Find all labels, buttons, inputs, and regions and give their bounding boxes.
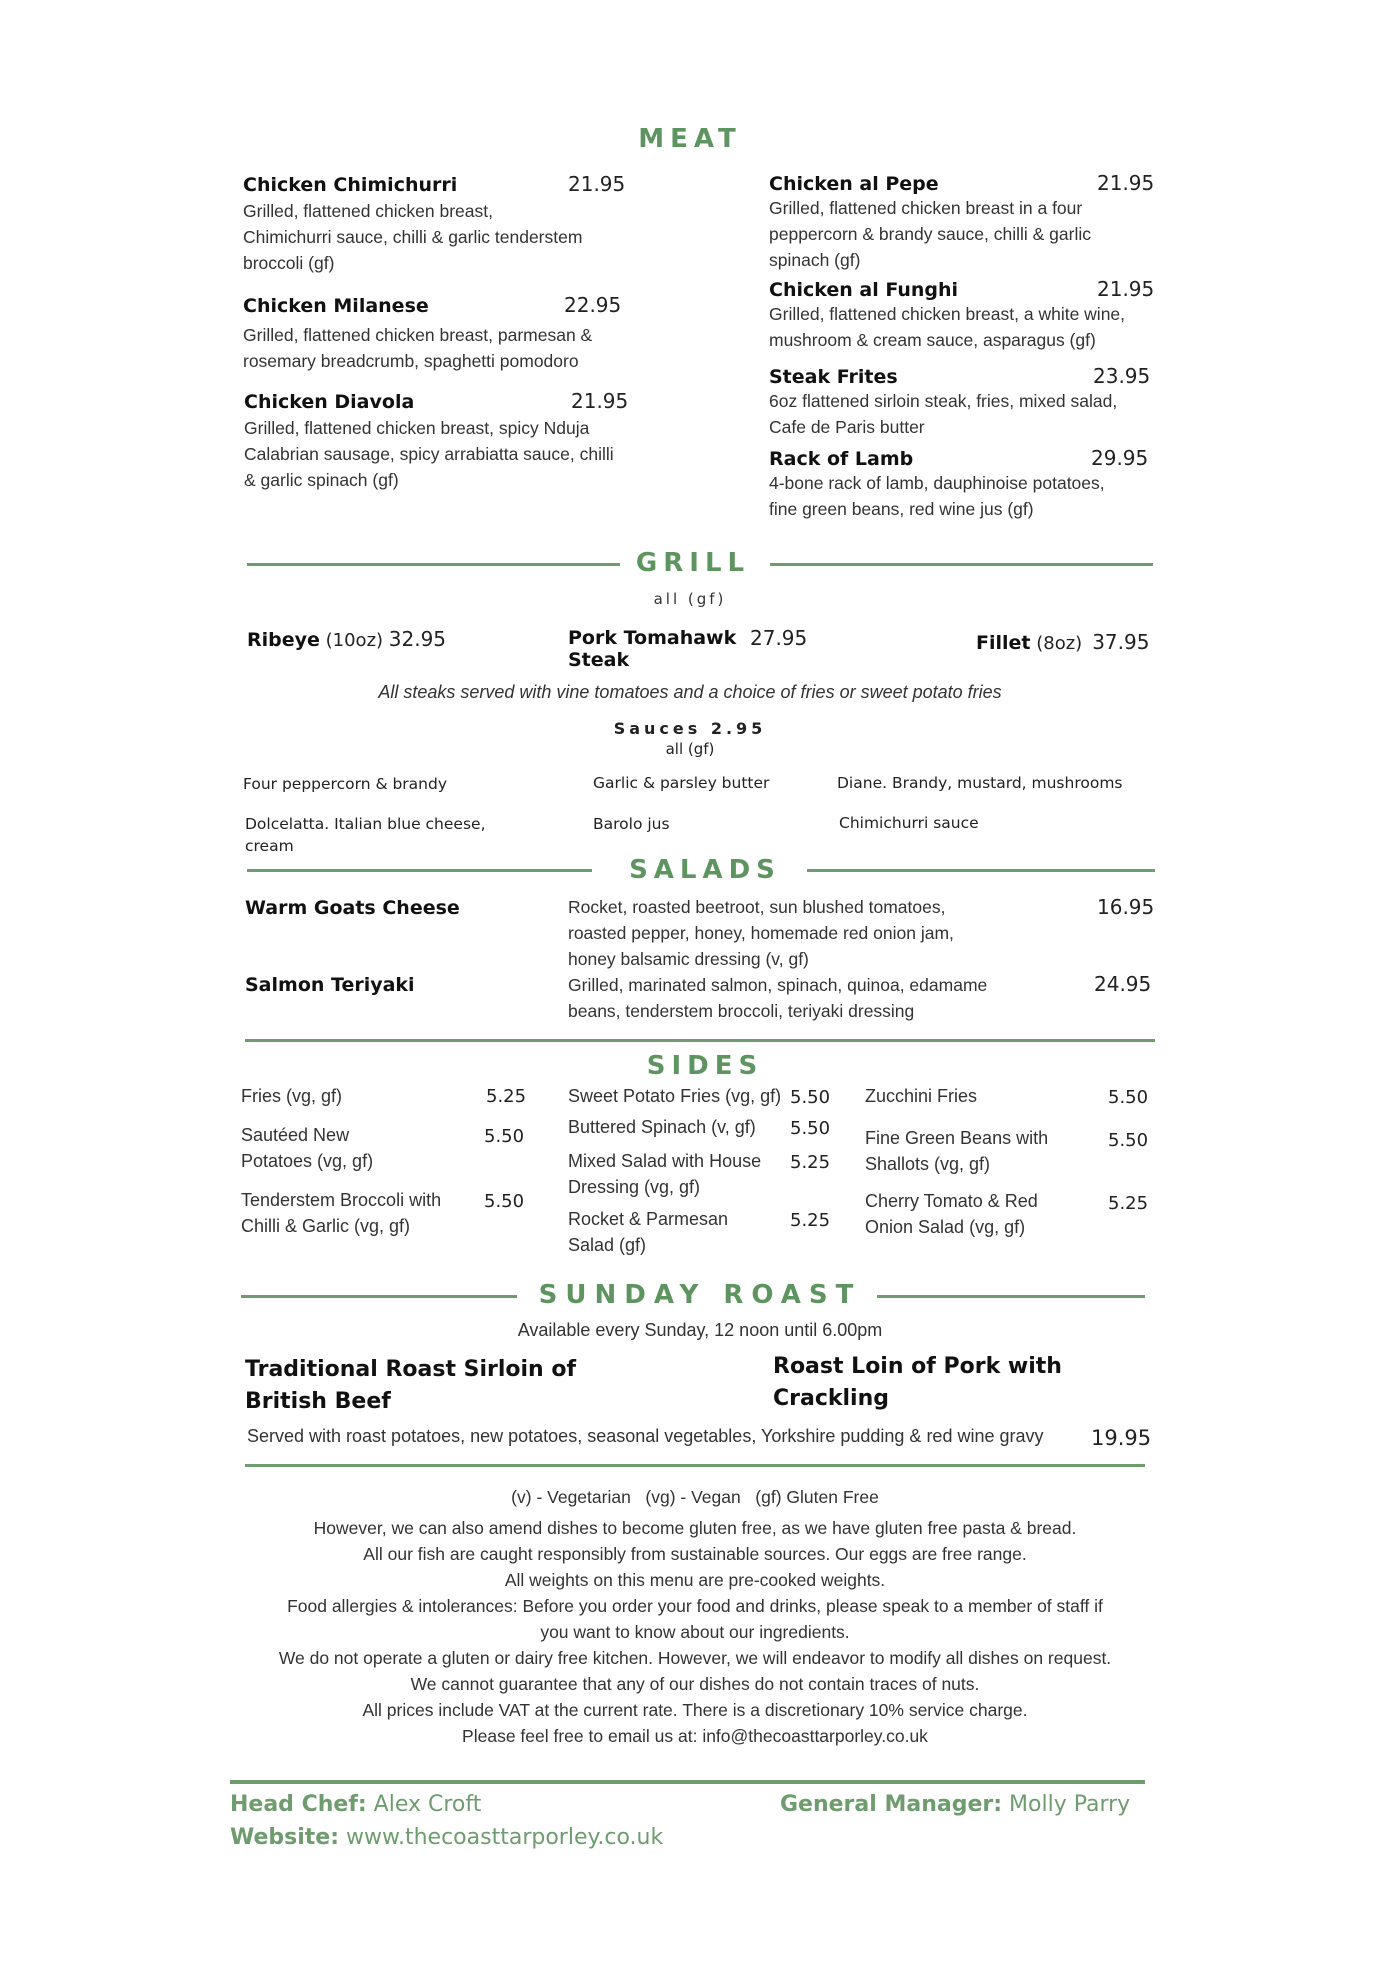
grill-note: All steaks served with vine tomatoes and a choice of fries or sweet potato fries	[378, 682, 1002, 702]
grill-rule-right	[770, 563, 1153, 566]
grill-subtitle: all (gf)	[653, 590, 727, 608]
dish-price: 23.95	[1093, 364, 1151, 388]
note-line: All prices include VAT at the current rate. There is a discretionary 10% service charge.	[362, 1700, 1028, 1720]
dish-price: 21.95	[568, 172, 626, 196]
roast-served-with: Served with roast potatoes, new potatoes, seasonal vegetables, Yorkshire pudding & red wine gravy	[247, 1426, 1044, 1446]
sauces-subtitle: all (gf)	[665, 740, 715, 758]
side-item: Buttered Spinach (v, gf)	[568, 1117, 756, 1137]
dietary-key: (v) - Vegetarian (vg) - Vegan (gf) Gluten Free	[511, 1487, 879, 1507]
sunday-subtitle: Available every Sunday, 12 noon until 6.00pm	[517, 1320, 883, 1340]
dish-description: 4-bone rack of lamb, dauphinoise potatoes, fine green beans, red wine jus (gf)	[769, 473, 1105, 519]
dish-rack-of-lamb	[769, 448, 1154, 522]
dish-description: 6oz flattened sirloin steak, fries, mixed salad, Cafe de Paris butter	[769, 391, 1118, 437]
head-chef-label: Head Chef:	[230, 1792, 367, 1817]
dish-price: 29.95	[1091, 446, 1149, 470]
note-line: We do not operate a gluten or dairy free kitchen. However, we will endeavor to modify all dishes on request.	[278, 1648, 1112, 1668]
side-price: 5.50	[484, 1126, 525, 1147]
grill-item-weight: (10oz)	[319, 630, 389, 651]
side-price: 5.50	[484, 1191, 525, 1212]
salad-description: Rocket, roasted beetroot, sun blushed tomatoes, roasted pepper, honey, homemade red onion jam, honey balsamic dressing (v, gf)	[568, 897, 954, 969]
dish-description: Grilled, flattened chicken breast in a four peppercorn & brandy sauce, chilli & garlic spinach (gf)	[769, 198, 1091, 270]
website	[230, 1825, 663, 1850]
dish-description: Grilled, flattened chicken breast, spicy Nduja Calabrian sausage, spicy arrabiatta sauce, chilli & garlic spinach (gf)	[244, 418, 614, 490]
footer-rule	[230, 1780, 1145, 1784]
dish-description: Grilled, flattened chicken breast, a white wine, mushroom & cream sauce, asparagus (gf)	[769, 304, 1126, 350]
dish-chicken-al-funghi	[769, 279, 1154, 353]
sides-title: SIDES	[646, 1051, 764, 1081]
salad-name: Salmon Teriyaki	[245, 974, 415, 996]
sauces-title: Sauces 2.95	[613, 719, 767, 738]
side-price: 5.25	[790, 1152, 831, 1173]
dish-steak-frites	[769, 366, 1154, 440]
salads-rule-left	[247, 869, 592, 872]
side-item: Tenderstem Broccoli with Chilli & Garlic (vg, gf)	[241, 1190, 442, 1236]
dish-name: Chicken al Funghi	[769, 279, 959, 301]
side-item: Zucchini Fries	[865, 1086, 978, 1106]
roast-pork: Roast Loin of Pork with Crackling	[773, 1354, 1062, 1411]
dish-name: Chicken Diavola	[244, 391, 415, 413]
sauce-item: Diane. Brandy, mustard, mushrooms	[837, 774, 1123, 792]
sunday-roast-title: SUNDAY ROAST	[538, 1280, 862, 1310]
grill-item-pork-tomahawk	[568, 627, 828, 671]
dish-price: 21.95	[1097, 171, 1155, 195]
grill-item-name: Fillet	[976, 632, 1031, 654]
dish-name: Steak Frites	[769, 366, 898, 388]
notes-rule	[245, 1464, 1145, 1467]
grill-title: GRILL	[635, 548, 751, 578]
sauce-item: Chimichurri sauce	[839, 814, 979, 832]
grill-item-name: Ribeye	[247, 629, 320, 651]
general-manager	[780, 1792, 1130, 1817]
side-price: 5.25	[486, 1086, 527, 1107]
dish-name: Rack of Lamb	[769, 448, 914, 470]
dish-description: Grilled, flattened chicken breast, Chimichurri sauce, chilli & garlic tenderstem broccoli (gf)	[243, 201, 583, 273]
dish-name: Chicken Milanese	[243, 295, 429, 317]
roast-price: 19.95	[1091, 1426, 1152, 1450]
dish-name: Chicken al Pepe	[769, 173, 939, 195]
grill-item-price: 27.95	[750, 626, 808, 650]
dish-price: 21.95	[571, 389, 629, 413]
salad-name: Warm Goats Cheese	[245, 897, 460, 919]
head-chef-name: Alex Croft	[366, 1792, 482, 1817]
side-price: 5.50	[790, 1118, 831, 1139]
side-item: Mixed Salad with House Dressing (vg, gf)	[568, 1151, 762, 1197]
side-price: 5.50	[1108, 1087, 1149, 1108]
general-manager-name: Molly Parry	[1002, 1792, 1131, 1817]
sunday-rule-right	[877, 1295, 1145, 1298]
side-item: Fine Green Beans with Shallots (vg, gf)	[865, 1128, 1049, 1174]
grill-rule-left	[247, 563, 620, 566]
dish-price: 21.95	[1097, 277, 1155, 301]
side-item: Fries (vg, gf)	[241, 1086, 343, 1106]
grill-item-price: 32.95	[388, 627, 447, 651]
general-manager-label: General Manager:	[780, 1792, 1003, 1817]
salad-price: 16.95	[1097, 895, 1155, 919]
grill-item-weight: (8oz)	[1030, 633, 1083, 654]
dish-chicken-diavola	[244, 389, 629, 493]
dish-price: 22.95	[564, 293, 622, 317]
side-price: 5.50	[1108, 1130, 1149, 1151]
note-line: Food allergies & intolerances: Before you order your food and drinks, please speak to a member of staff if	[287, 1596, 1103, 1616]
grill-item-price: 37.95	[1092, 630, 1150, 654]
note-line: you want to know about our ingredients.	[540, 1622, 850, 1642]
note-line: However, we can also amend dishes to become gluten free, as we have gluten free pasta & bread.	[313, 1518, 1077, 1538]
salads-title: SALADS	[629, 855, 781, 885]
grill-item-fillet	[976, 630, 1149, 654]
side-item: Cherry Tomato & Red Onion Salad (vg, gf)	[865, 1191, 1038, 1237]
salads-bottom-rule	[245, 1039, 1155, 1042]
salad-description: Grilled, marinated salmon, spinach, quinoa, edamame beans, tenderstem broccoli, teriyaki dressing	[568, 975, 988, 1021]
dish-chicken-al-pepe	[769, 173, 1154, 273]
website-label: Website:	[230, 1825, 340, 1850]
meat-title: MEAT	[638, 124, 742, 154]
side-item: Sautéed New Potatoes (vg, gf)	[241, 1125, 374, 1171]
dish-name: Chicken Chimichurri	[243, 174, 458, 196]
roast-beef: Traditional Roast Sirloin of British Beef	[245, 1357, 577, 1414]
salads-rule-right	[807, 869, 1155, 872]
side-price: 5.50	[790, 1087, 831, 1108]
note-line: Please feel free to email us at: info@thecoasttarporley.co.uk	[462, 1726, 928, 1746]
grill-item-ribeye	[247, 627, 446, 651]
side-item: Sweet Potato Fries (vg, gf)	[568, 1086, 782, 1106]
salad-price: 24.95	[1094, 972, 1152, 996]
sauce-item: Barolo jus	[593, 815, 670, 833]
sauce-item: Dolcelatta. Italian blue cheese, cream	[245, 815, 486, 855]
website-link[interactable]: www.thecoasttarporley.co.uk	[339, 1825, 664, 1850]
note-line: All weights on this menu are pre-cooked weights.	[504, 1570, 886, 1590]
sauce-item: Four peppercorn & brandy	[243, 775, 448, 793]
head-chef	[230, 1792, 481, 1817]
side-price: 5.25	[790, 1210, 831, 1231]
sunday-rule-left	[241, 1295, 517, 1298]
side-item: Rocket & Parmesan Salad (gf)	[568, 1209, 729, 1255]
dish-chicken-milanese	[243, 295, 623, 374]
grill-item-name-line2: Steak	[568, 649, 630, 671]
grill-item-name: Pork Tomahawk	[568, 627, 737, 649]
note-line: We cannot guarantee that any of our dishes do not contain traces of nuts.	[410, 1674, 980, 1694]
note-line: All our fish are caught responsibly from sustainable sources. Our eggs are free range.	[363, 1544, 1027, 1564]
side-price: 5.25	[1108, 1193, 1149, 1214]
sauce-item: Garlic & parsley butter	[593, 774, 770, 792]
dish-chicken-chimichurri	[243, 172, 626, 276]
dish-description: Grilled, flattened chicken breast, parmesan & rosemary breadcrumb, spaghetti pomodoro	[243, 325, 593, 371]
